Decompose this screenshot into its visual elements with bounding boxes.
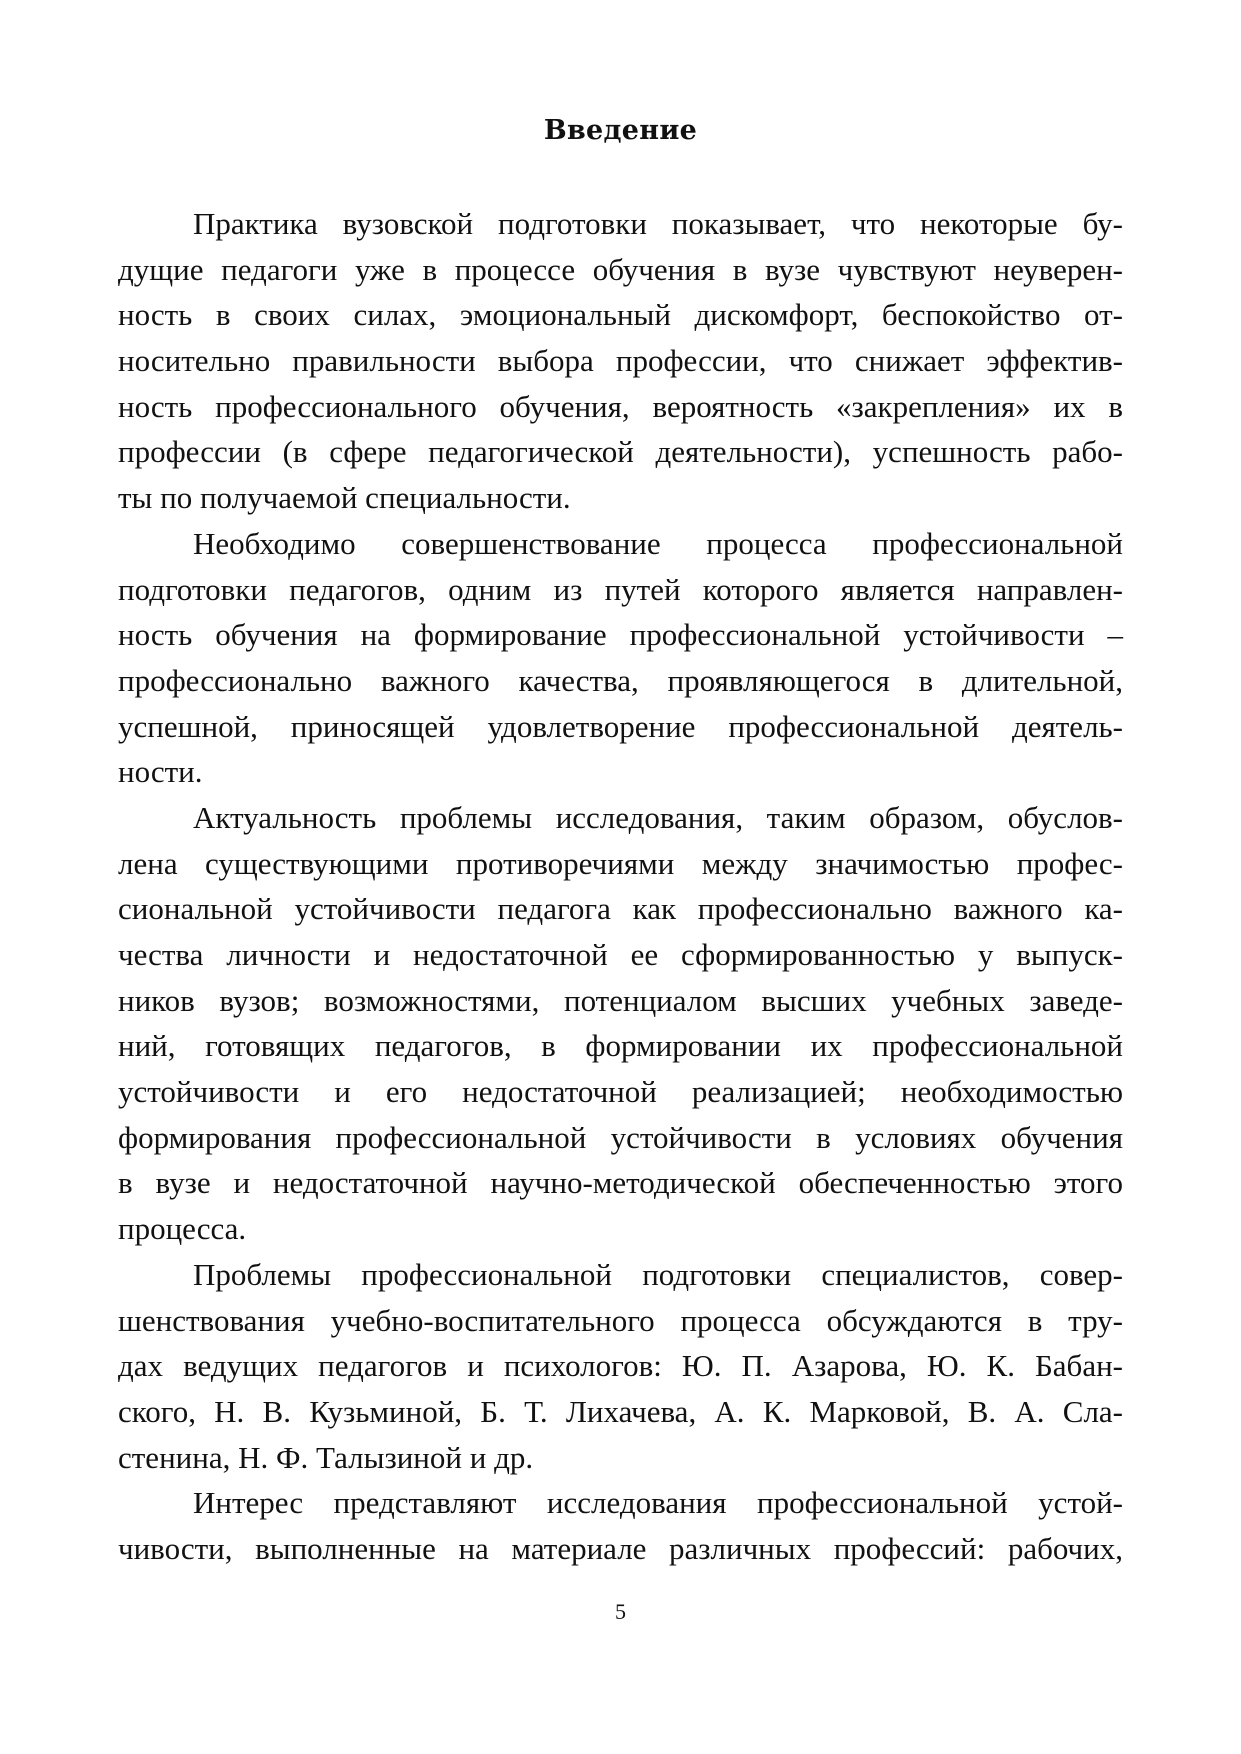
paragraph bbox=[118, 521, 1123, 795]
text-line: лена существующими противоречиями между значимостью профес- bbox=[118, 845, 1123, 881]
paragraph bbox=[118, 1252, 1123, 1480]
text-line: ты по получаемой специальности. bbox=[118, 480, 571, 516]
body-text bbox=[118, 201, 1123, 1572]
paragraph bbox=[118, 795, 1123, 1252]
text-line: ности. bbox=[118, 754, 203, 790]
text-line: формирования профессиональной устойчивости в условиях обучения bbox=[118, 1119, 1123, 1155]
text-line: устойчивости и его недостаточной реализацией; необходимостью bbox=[118, 1074, 1123, 1110]
text-line: сиональной устойчивости педагога как профессионально важного ка- bbox=[118, 891, 1123, 927]
paragraph bbox=[118, 1480, 1123, 1571]
text-line: успешной, приносящей удовлетворение профессиональной деятель- bbox=[118, 708, 1123, 744]
page-title: Введение bbox=[543, 115, 698, 146]
text-line: чивости, выполненные на материале различных профессий: рабочих, bbox=[118, 1530, 1123, 1566]
text-line: ний, готовящих педагогов, в формировании их профессиональной bbox=[118, 1028, 1123, 1064]
text-line: ность профессионального обучения, вероятность «закрепления» их в bbox=[118, 388, 1123, 424]
text-line: ность обучения на формирование профессиональной устойчивости – bbox=[118, 617, 1123, 653]
text-line: профессии (в сфере педагогической деятельности), успешность рабо- bbox=[118, 434, 1123, 470]
page-number: 5 bbox=[615, 1599, 626, 1624]
text-line: подготовки педагогов, одним из путей которого является направлен- bbox=[118, 571, 1123, 607]
text-line: дущие педагоги уже в процессе обучения в вузе чувствуют неуверен- bbox=[118, 251, 1123, 287]
text-line: Необходимо совершенствование процесса профессиональной bbox=[193, 525, 1123, 561]
text-line: ского, Н. В. Кузьминой, Б. Т. Лихачева, А. К. Марковой, В. А. Сла- bbox=[118, 1393, 1123, 1429]
text-line: чества личности и недостаточной ее сформированностью у выпуск- bbox=[118, 937, 1123, 972]
text-line: Проблемы профессиональной подготовки специалистов, совер- bbox=[193, 1256, 1123, 1292]
paragraph bbox=[118, 201, 1123, 521]
text-line: ников вузов; возможностями, потенциалом высших учебных заведе- bbox=[118, 982, 1123, 1018]
text-line: дах ведущих педагогов и психологов: Ю. П. Азарова, Ю. К. Бабан- bbox=[118, 1348, 1123, 1384]
text-line: Практика вузовской подготовки показывает, что некоторые бу- bbox=[193, 206, 1123, 241]
text-line: профессионально важного качества, проявляющегося в длительной, bbox=[118, 662, 1123, 698]
text-line: шенствования учебно-воспитательного процесса обсуждаются в тру- bbox=[118, 1302, 1123, 1338]
text-line: Актуальность проблемы исследования, таким образом, обуслов- bbox=[193, 799, 1123, 835]
text-line: в вузе и недостаточной научно-методической обеспеченностью этого bbox=[118, 1165, 1123, 1201]
text-line: процесса. bbox=[118, 1211, 247, 1247]
text-line: Интерес представляют исследования профессиональной устой- bbox=[193, 1485, 1123, 1521]
text-line: ность в своих силах, эмоциональный дискомфорт, беспокойство от- bbox=[118, 297, 1123, 333]
text-line: стенина, Н. Ф. Талызиной и др. bbox=[118, 1439, 534, 1475]
text-line: носительно правильности выбора профессии, что снижает эффектив- bbox=[118, 343, 1123, 379]
